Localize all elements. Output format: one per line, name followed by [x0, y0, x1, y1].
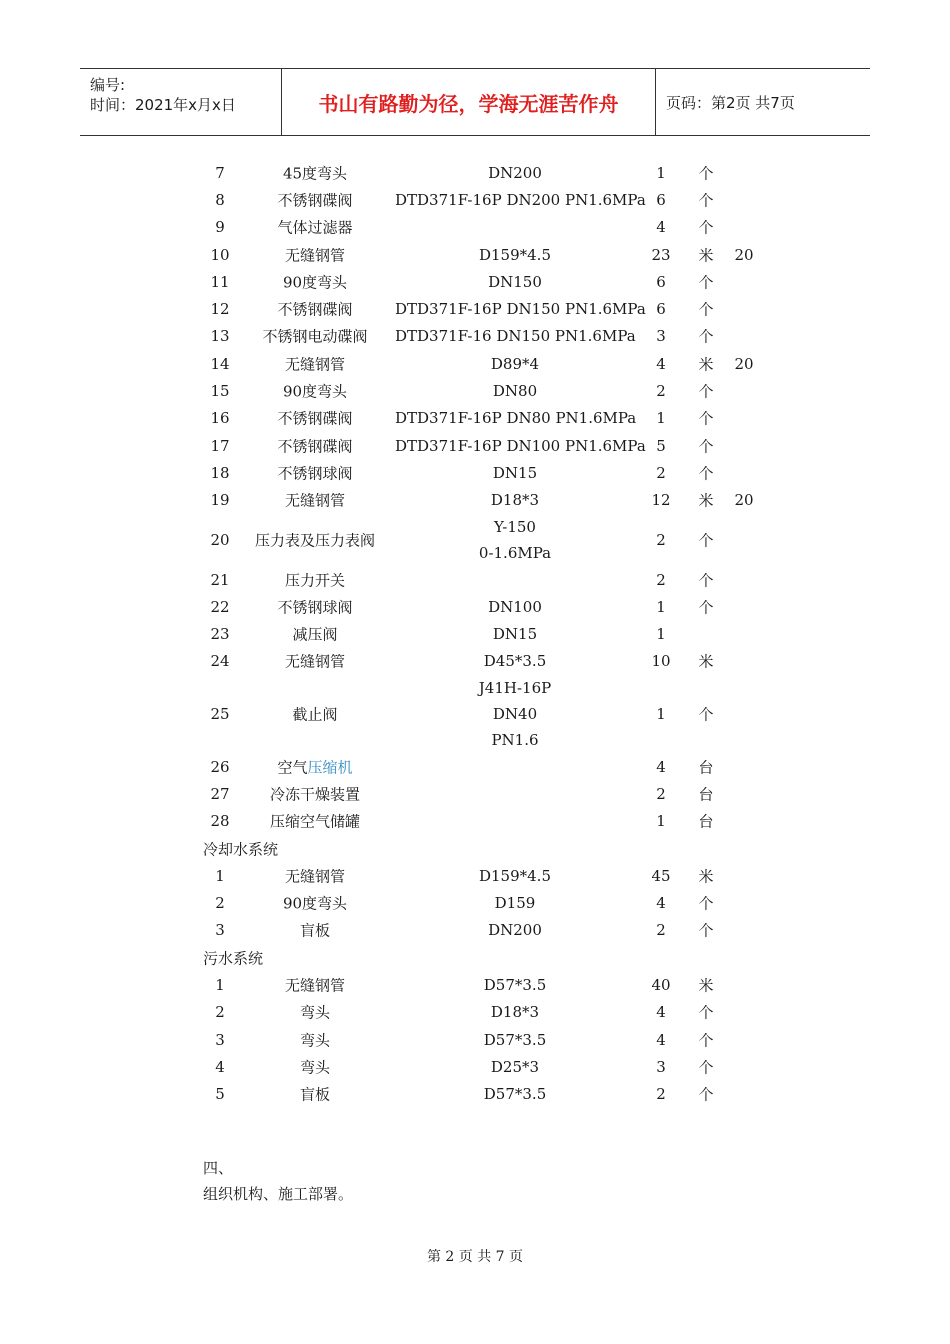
table-row: 1 无缝钢管 D57*3.5 40 米	[215, 976, 714, 995]
table-row: 26 空气压缩机 4 台	[210, 757, 714, 777]
time-label: 时间：2021年x月x日	[90, 96, 236, 114]
table-row: 11 90度弯头 DN150 6 个	[210, 272, 714, 292]
sewage-section-title: 污水系统	[203, 949, 264, 968]
spec-multiline: Y-150 0-1.6MPa	[478, 517, 552, 562]
table-row: 7 45度弯头 DN200 1 个	[215, 163, 714, 183]
section-heading	[0, 835, 950, 862]
material-list	[0, 159, 950, 1108]
table-row: 13 不锈钢电动碟阀 DTD371F-16 DN150 PN1.6MPa 3 个	[210, 327, 714, 346]
table-row: 19 无缝钢管 D18*3 12 米 20	[210, 491, 754, 510]
table-row: 23 减压阀 DN15 1	[210, 625, 666, 644]
table-row: 1 无缝钢管 D159*4.5 45 米	[215, 866, 714, 886]
table-row: 24 无缝钢管 D45*3.5 10 米	[210, 652, 714, 671]
table-row: 18 不锈钢球阀 DN15 2 个	[210, 463, 714, 483]
table-row: 4 弯头 D25*3 3 个	[215, 1057, 714, 1077]
section-heading	[0, 944, 950, 971]
table-row: 25 截止阀 J41H-16P DN40 PN1.6 1 个	[0, 675, 950, 753]
section-four-text: 组织机构、施工部署。	[203, 1185, 354, 1203]
table-row: 14 无缝钢管 D89*4 4 米 20	[210, 354, 754, 374]
table-row: 20 压力表及压力表阀 Y-150 0-1.6MPa 2 个	[0, 514, 950, 566]
cooling-section-title: 冷却水系统	[203, 840, 279, 859]
header-page-info: 页码：第2页 共7页	[666, 93, 795, 112]
table-row: 17 不锈钢碟阀 DTD371F-16P DN100 PN1.6MPa 5 个	[210, 436, 714, 456]
number-label: 编号:	[90, 76, 126, 94]
section-four-heading: 四、	[203, 1159, 234, 1177]
table-row: 8 不锈钢碟阀 DTD371F-16P DN200 PN1.6MPa 6 个	[215, 190, 714, 210]
table-row: 15 90度弯头 DN80 2 个	[210, 382, 714, 401]
table-row: 3 弯头 D57*3.5 4 个	[215, 1030, 714, 1050]
table-row: 22 不锈钢球阀 DN100 1 个	[210, 597, 714, 617]
page-header	[80, 68, 870, 136]
table-row: 16 不锈钢碟阀 DTD371F-16P DN80 PN1.6MPa 1 个	[210, 409, 714, 428]
table-row: 9 气体过滤器 4 个	[215, 218, 714, 237]
table-row: 10 无缝钢管 D159*4.5 23 米 20	[210, 245, 754, 265]
header-meta	[80, 69, 282, 135]
table-row: 12 不锈钢碟阀 DTD371F-16P DN150 PN1.6MPa 6 个	[210, 300, 714, 319]
compressor-link[interactable]: 压缩机	[307, 758, 353, 777]
spec-multiline: J41H-16P DN40 PN1.6	[478, 679, 552, 750]
header-motto: 书山有路勤为径，学海无涯苦作舟	[282, 69, 656, 135]
table-row: 3 盲板 DN200 2 个	[215, 921, 714, 940]
table-row: 2 90度弯头 D159 4 个	[215, 894, 714, 913]
table-row: 21 压力开关 2 个	[210, 570, 714, 589]
table-row: 5 盲板 D57*3.5 2 个	[215, 1085, 714, 1104]
table-row: 28 压缩空气储罐 1 台	[210, 812, 714, 831]
item-name: 空气压缩机	[277, 758, 353, 777]
table-row: 2 弯头 D18*3 4 个	[215, 1003, 714, 1022]
table-row: 27 冷冻干燥装置 2 台	[210, 784, 714, 804]
page-footer: 第 2 页 共 7 页	[426, 1249, 524, 1265]
